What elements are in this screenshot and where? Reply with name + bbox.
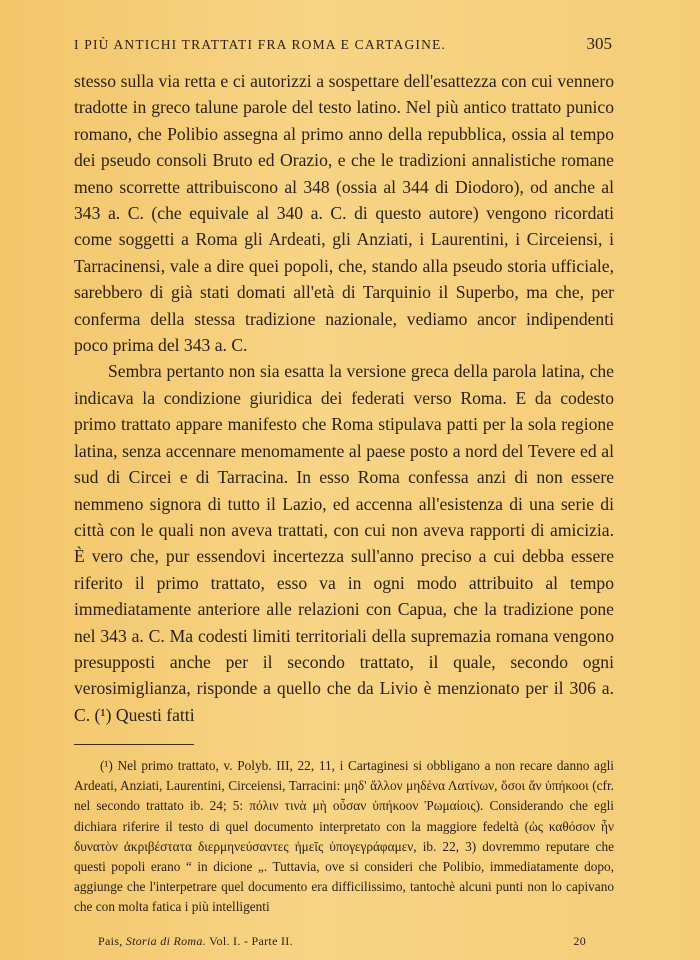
footnote-text: (¹) Nel primo trattato, v. Polyb. III, 22, 11, i Cartaginesi si obbligano a non recare danno agli Ardeati, Anziati, Laurentini, Circeiensi, Tarracini: μηδ' ἄλλον μηδένα Λατίνων, ὅσοι ἄν ὑπήκοοι (cfr. nel secondo trattato ib. 24; 5: πόλιν τινὰ μὴ οὖσαν ὑπήκοον Ῥωμαίοις). Considerando che egli dichiara riferire il testo di quel documento interpretato con la maggiore fedeltà (ὡς καθόσον ἦν δυνατὸν ἀκριβέστατα διερμηνεύσαντες ἡμεῖς ὑπογεγράφαμεν, ib. 22, 3) dovremmo reputare che questi popoli erano “ in dicione „. Tuttavia, ove si consideri che Polibio, immediatamente dopo, aggiunge che l'interpetrare quel documento era difficilissimo, tantochè alcuni punti non lo capivano che con molta fatica i più intelligenti: [74, 758, 614, 915]
signature-author: Pais,: [98, 934, 123, 948]
footnote: [74, 756, 614, 918]
signature-book: Storia di Roma.: [125, 934, 206, 948]
page-number: 305: [586, 34, 612, 53]
signature-left: [98, 934, 293, 949]
running-title: I PIÙ ANTICHI TRATTATI FRA ROMA E CARTAGINE.: [74, 37, 447, 52]
main-text: [74, 68, 614, 728]
signature-volume: Vol. I. - Parte II.: [209, 934, 293, 948]
signature-number: 20: [573, 934, 586, 948]
paragraph-1: stesso sulla via retta e ci autorizzi a sospettare dell'esattezza con cui vennero tradotte in greco talune parole del testo latino. Nel più antico trattato punico romano, che Polibio assegna al primo anno della repubblica, ossia al tempo dei pseudo consoli Bruto ed Orazio, e che le tradizioni annalistiche romane meno scorrette attribuiscono al 348 (ossia al 344 di Diodoro), od anche al 343 a. C. (che equivale al 340 a. C. di questo autore) vengono ricordati come soggetti a Roma gli Ardeati, gli Anziati, i Laurentini, i Circeiensi, i Tarracinensi, vale a dire quei popoli, che, stando alla pseudo storia ufficiale, sarebbero di già stati domati all'età di Tarquinio il Superbo, ma che, per conferma della stessa tradizione nazionale, vediamo ancor indipendenti poco prima del 343 a. C.: [74, 71, 614, 356]
paragraph-2: Sembra pertanto non sia esatta la versione greca della parola latina, che indicava la condizione giuridica dei federati verso Roma. E da codesto primo trattato appare manifesto che Roma stipulava patti per la sola regione latina, senza accennare menomamente al paese posto a nord del Tevere ed al sud di Circei e di Tarracina. In esso Roma confessa anzi di non essere nemmeno signora di tutto il Lazio, ed accenna all'esistenza di una serie di città con le quali non aveva trattati, con cui non aveva rapporti di amicizia. È vero che, pur essendovi incertezza sull'anno preciso a cui debba essere riferito il primo trattato, esso va in ogni modo attribuito al tempo immediatamente anteriore alle relazioni con Capua, che la tradizione pone nel 343 a. C. Ma codesti limiti territoriali della supremazia romana vengono presupposti anche per il secondo trattato, il quale, secondo ogni verosimiglianza, risponde a quello che da Livio è menzionato per il 306 a. C. (¹) Questi fatti: [74, 361, 614, 725]
running-head: [74, 34, 612, 54]
printer-signature: [98, 934, 586, 949]
footnote-separator: [74, 744, 194, 745]
